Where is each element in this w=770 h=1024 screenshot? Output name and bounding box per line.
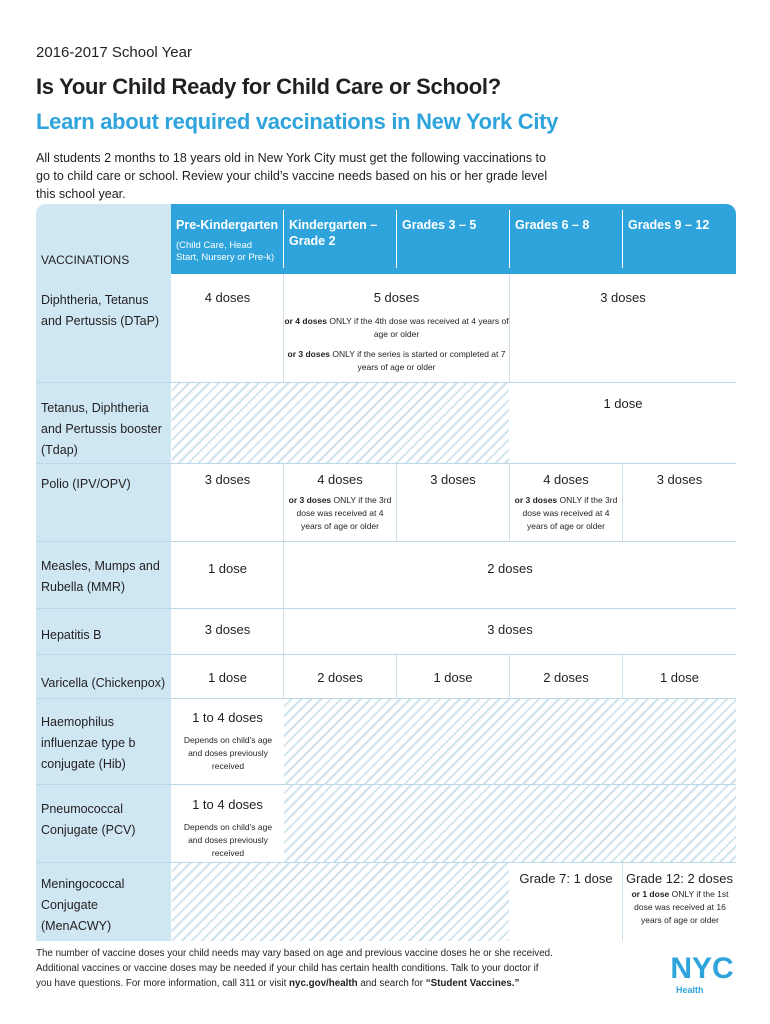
vaccine-dtap: Diphtheria, Tetanus and Pertussis (DTaP) bbox=[41, 293, 160, 328]
intro-text: All students 2 months to 18 years old in New York City must get the following vaccinations to go to child care or school. Review your child’s vaccine needs based on his or her grade level this school year. bbox=[36, 151, 548, 201]
mmr-prek: 1 dose bbox=[207, 561, 248, 576]
column-grades-3-5: Grades 3 – 5 bbox=[402, 218, 477, 232]
page-title: Is Your Child Ready for Child Care or School? bbox=[36, 74, 501, 99]
vaccine-mmr: Measles, Mumps and Rubella (MMR) bbox=[41, 559, 160, 594]
column-grades-9-12: Grades 9 – 12 bbox=[628, 218, 710, 232]
dtap-prek: 4 doses bbox=[204, 290, 251, 305]
menacwy-note: or 1 dose ONLY if the 1st dose was received at 16 years of age or older bbox=[631, 889, 729, 925]
vaccine-varicella: Varicella (Chickenpox) bbox=[41, 676, 166, 690]
vaccine-hepatitis-b: Hepatitis B bbox=[41, 628, 102, 642]
hepb-prek: 3 doses bbox=[204, 622, 251, 637]
hatch-pcv bbox=[284, 785, 736, 862]
polio-note-6-8: or 3 doses ONLY if the 3rd dose was received at 4 years of age or older bbox=[514, 495, 618, 531]
hatch-tdap bbox=[172, 382, 509, 463]
column-prek-sub: (Child Care, Head Start, Nursery or Pre-k) bbox=[176, 240, 275, 263]
vaccine-hib: Haemophilus influenzae type b conjugate (Hib) bbox=[41, 715, 136, 771]
column-prek: Pre-Kindergarten bbox=[176, 218, 279, 232]
hib-note: Depends on child’s age and doses previously received bbox=[183, 735, 273, 771]
dtap-6-12: 3 doses bbox=[600, 290, 646, 305]
vaccine-polio: Polio (IPV/OPV) bbox=[41, 477, 131, 491]
polio-prek: 3 doses bbox=[204, 472, 251, 487]
dtap-k-5: 5 doses bbox=[373, 290, 420, 305]
hatch-hib bbox=[284, 698, 736, 784]
dtap-note-2: or 3 doses ONLY if the series is started or completed at 7 years of age or older bbox=[287, 349, 506, 372]
vaccinations-label: VACCINATIONS bbox=[41, 253, 130, 267]
column-k2: Kindergarten – Grade 2 bbox=[289, 218, 378, 248]
footer-text: The number of vaccine doses your child needs may vary based on age and previous vaccine doses he or she received. Additional vaccines or vaccine doses may be needed if your child has certain health conditions. Talk to your doctor if you have questions. For more information, call 311 or visit nyc.gov/health and search for “Student Vaccines.” bbox=[36, 948, 553, 989]
vaccination-table bbox=[36, 204, 736, 941]
tdap-6-12: 1 dose bbox=[603, 396, 643, 411]
polio-k2: 4 doses bbox=[317, 472, 363, 487]
pcv-note: Depends on child’s age and doses previously received bbox=[183, 822, 273, 858]
school-year: 2016-2017 School Year bbox=[36, 44, 192, 61]
logo-health-label: Health bbox=[676, 985, 704, 995]
menacwy-6-8: Grade 7: 1 dose bbox=[519, 871, 613, 886]
vaccine-pcv: Pneumococcal Conjugate (PCV) bbox=[41, 802, 136, 837]
varicella-prek: 1 dose bbox=[207, 670, 248, 685]
varicella-6-8: 2 doses bbox=[543, 670, 589, 685]
mmr-k-12: 2 doses bbox=[487, 561, 533, 576]
health-link[interactable]: nyc.gov/health bbox=[289, 978, 358, 989]
polio-note-k2: or 3 doses ONLY if the 3rd dose was received at 4 years of age or older bbox=[288, 495, 392, 531]
column-grades-6-8: Grades 6 – 8 bbox=[515, 218, 590, 232]
nyc-logo-text: NYC bbox=[670, 952, 734, 985]
polio-9-12: 3 doses bbox=[656, 472, 703, 487]
varicella-3-5: 1 dose bbox=[433, 670, 473, 685]
menacwy-9-12: Grade 12: 2 doses bbox=[626, 871, 733, 886]
pcv-prek: 1 to 4 doses bbox=[192, 797, 263, 812]
vaccine-menacwy: Meningococcal Conjugate (MenACWY) bbox=[41, 877, 125, 933]
polio-6-8: 4 doses bbox=[543, 472, 589, 487]
dtap-note-1: or 4 doses ONLY if the 4th dose was received at 4 years of age or older bbox=[284, 316, 509, 339]
vaccine-tdap: Tetanus, Diphtheria and Pertussis booster (Tdap) bbox=[41, 401, 162, 457]
varicella-k2: 2 doses bbox=[317, 670, 363, 685]
page-subtitle: Learn about required vaccinations in New York City bbox=[36, 109, 559, 134]
hib-prek: 1 to 4 doses bbox=[192, 710, 263, 725]
hepb-k-12: 3 doses bbox=[487, 622, 533, 637]
hatch-menacwy bbox=[172, 863, 509, 941]
polio-3-5: 3 doses bbox=[430, 472, 476, 487]
varicella-9-12: 1 dose bbox=[659, 670, 700, 685]
